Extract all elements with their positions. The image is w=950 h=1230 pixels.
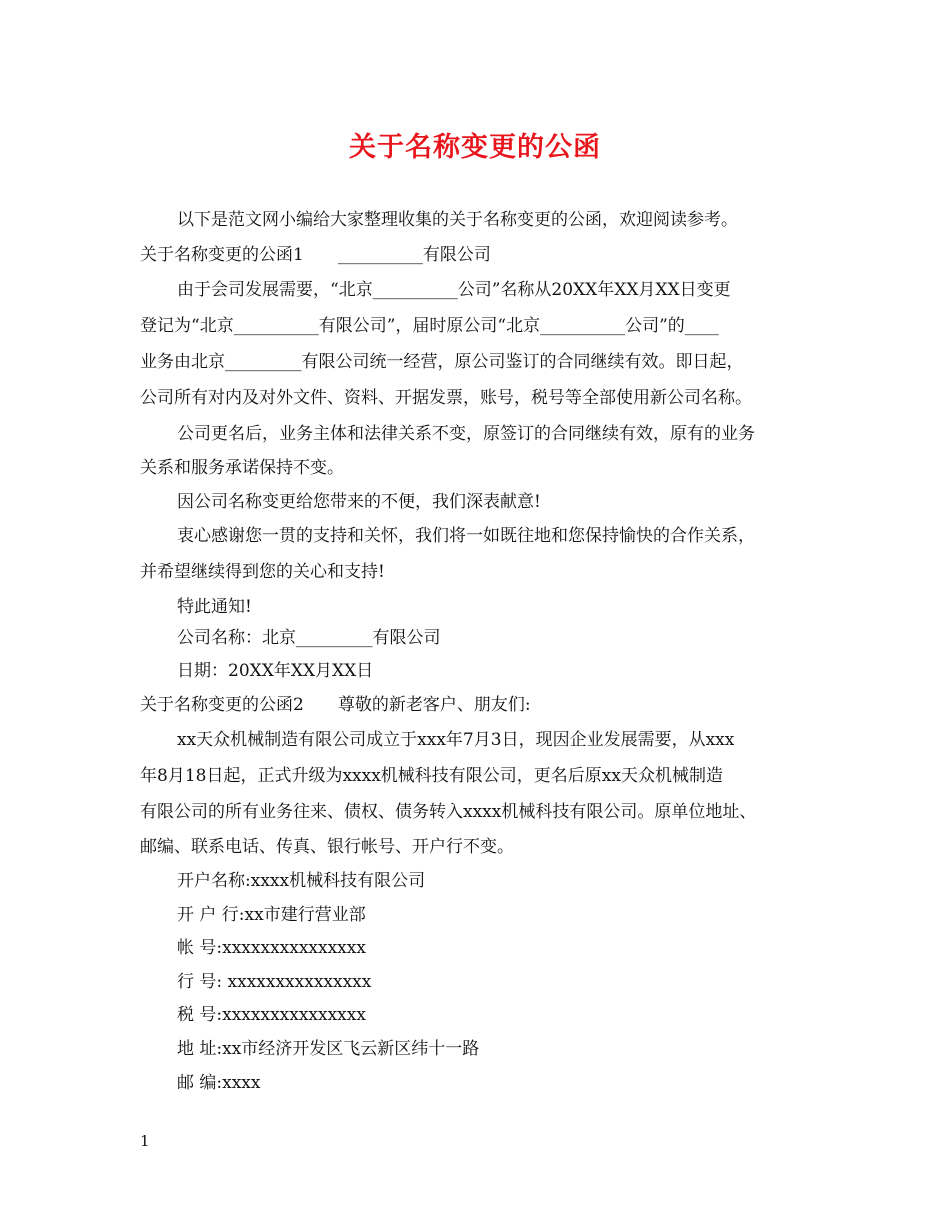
- date-line: 日期：20XX年XX月XX日: [177, 661, 374, 681]
- letter1-line: 公司所有对内及对外文件、资料、开据发票，账号，税号等全部使用新公司名称。: [140, 388, 752, 408]
- letter2-line: xx天众机械制造有限公司成立于xxx年7月3日，现因企业发展需要，从xxx: [177, 730, 735, 750]
- letter1-line: 衷心感谢您一贯的支持和关怀，我们将一如既往地和您保持愉快的合作关系，: [177, 526, 755, 546]
- address-line: 地 址:xx市经济开发区飞云新区纬十一路: [177, 1039, 480, 1059]
- letter1-line: 登记为“北京__________有限公司”，届时原公司“北京__________公司”的____: [140, 316, 719, 336]
- letter2-line: 有限公司的所有业务往来、债权、债务转入xxxx机械科技有限公司。原单位地址、: [140, 802, 757, 822]
- company-name-line: 公司名称：北京_________有限公司: [177, 628, 441, 648]
- letter1-line: 由于会司发展需要，“北京__________公司”名称从20XX年XX月XX日变更: [177, 280, 731, 300]
- page-number: 1: [140, 1132, 150, 1150]
- letter1-line: 特此通知!: [177, 597, 252, 617]
- letter2-line: 邮编、联系电话、传真、银行帐号、开户行不变。: [140, 837, 514, 857]
- letter1-line: 关系和服务承诺保持不变。: [140, 458, 344, 478]
- letter1-line: 并希望继续得到您的关心和支持!: [140, 562, 385, 582]
- postcode-line: 邮 编:xxxx: [177, 1073, 261, 1093]
- account-number-line: 帐 号:xxxxxxxxxxxxxxx: [177, 938, 366, 958]
- letter1-heading: 关于名称变更的公函1 __________有限公司: [140, 245, 491, 265]
- bank-line: 开 户 行:xx市建行营业部: [177, 905, 366, 925]
- letter1-line: 公司更名后，业务主体和法律关系不变，原签订的合同继续有效，原有的业务: [177, 424, 755, 444]
- letter1-line: 因公司名称变更给您带来的不便，我们深表献意!: [177, 492, 541, 512]
- letter1-line: 业务由北京_________有限公司统一经营，原公司鉴订的合同继续有效。即日起，: [140, 352, 744, 372]
- page-title: 关于名称变更的公函: [349, 132, 601, 163]
- intro-paragraph: 以下是范文网小编给大家整理收集的关于名称变更的公函，欢迎阅读参考。: [177, 210, 738, 230]
- account-name-line: 开户名称:xxxx机械科技有限公司: [177, 871, 426, 891]
- bank-code-line: 行 号: xxxxxxxxxxxxxxx: [177, 972, 372, 992]
- letter2-heading: 关于名称变更的公函2 尊敬的新老客户、朋友们:: [140, 695, 531, 715]
- tax-number-line: 税 号:xxxxxxxxxxxxxxx: [177, 1005, 366, 1025]
- letter2-line: 年8月18日起，正式升级为xxxx机械科技有限公司，更名后原xx天众机械制造: [140, 766, 723, 786]
